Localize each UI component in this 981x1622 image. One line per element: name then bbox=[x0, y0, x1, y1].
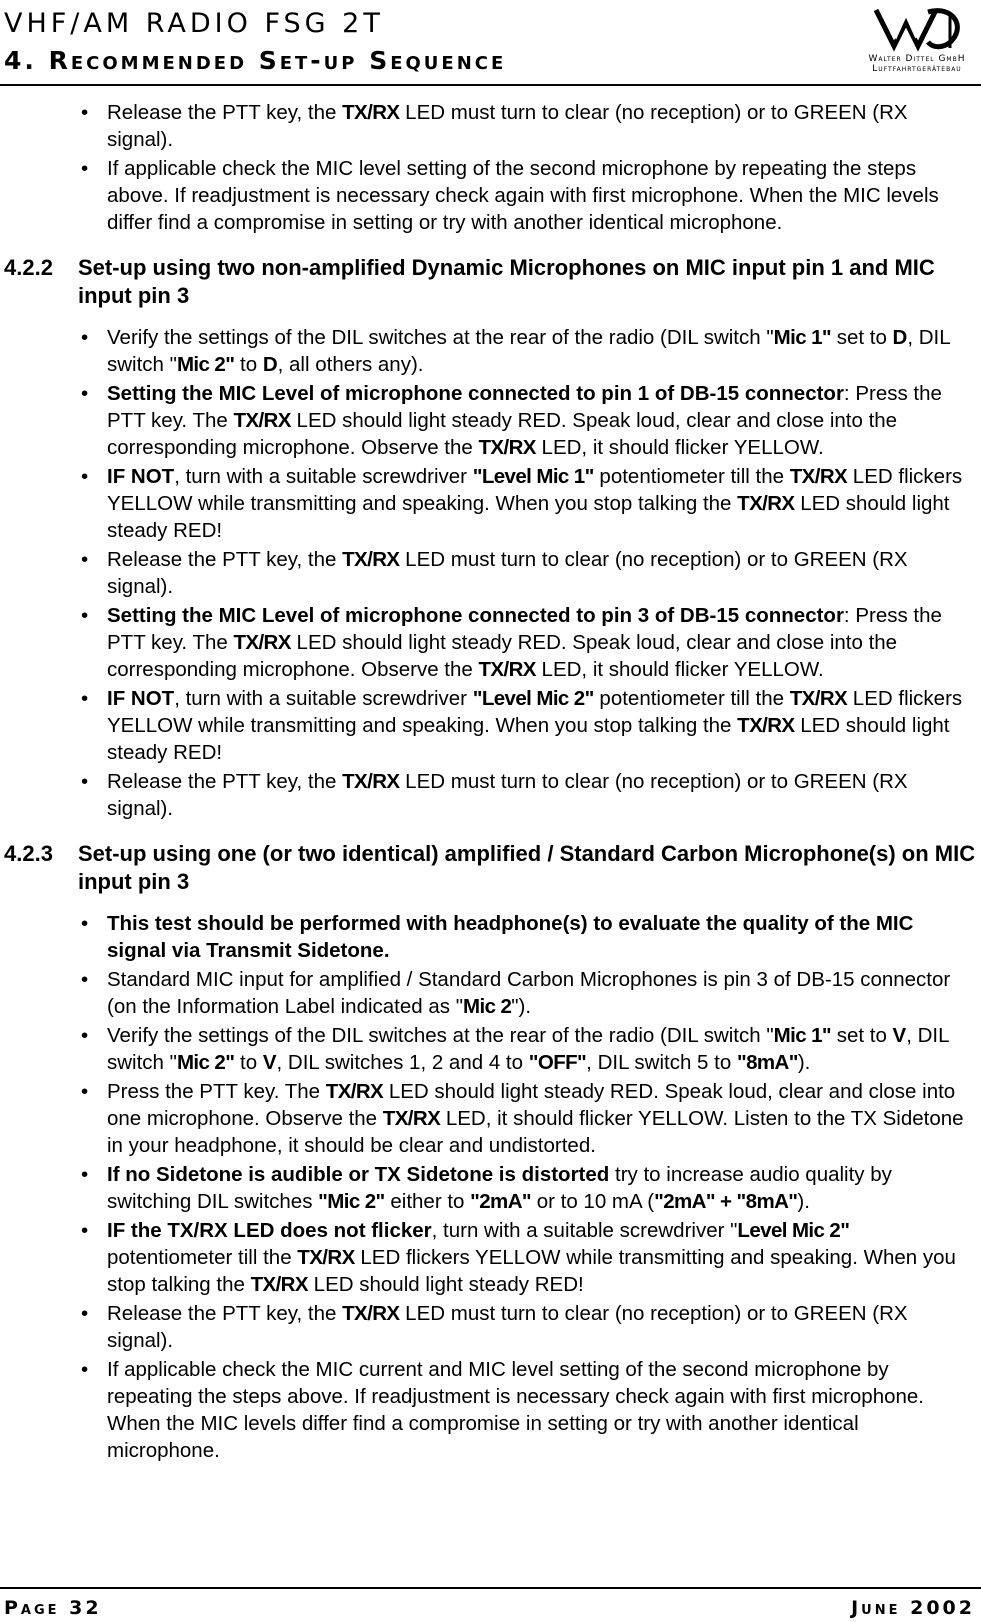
chapter-title: 4. Recommended Set-up Sequence bbox=[4, 46, 507, 75]
list-item: • IF NOT, turn with a suitable screwdriver "Level Mic 1" potentiometer till the TX/RX LED flickers YELLOW while transmitting and speaking. When you stop talking the TX/RX LED should light steady RED! bbox=[0, 463, 981, 544]
logo-company-name: Walter Dittel GmbH bbox=[868, 54, 966, 64]
list-item: • Standard MIC input for amplified / Standard Carbon Microphones is pin 3 of DB-15 connector (on the Information Label indicated as "Mic 2"). bbox=[0, 966, 981, 1020]
page-content bbox=[0, 99, 981, 1466]
list-item: • Verify the settings of the DIL switches at the rear of the radio (DIL switch "Mic 1" set to V, DIL switch "Mic 2" to V, DIL switches 1, 2 and 4 to "OFF", DIL switch 5 to "8mA"). bbox=[0, 1022, 981, 1076]
list-item: • IF NOT, turn with a suitable screwdriver "Level Mic 2" potentiometer till the TX/RX LED flickers YELLOW while transmitting and speaking. When you stop talking the TX/RX LED should light steady RED! bbox=[0, 685, 981, 766]
document-title: VHF/AM RADIO FSG 2T bbox=[4, 8, 384, 39]
page-number: Page 32 bbox=[4, 1597, 102, 1619]
list-item: • IF the TX/RX LED does not flicker, turn with a suitable screwdriver "Level Mic 2" potentiometer till the TX/RX LED flickers YELLOW while transmitting and speaking. When you stop talking the TX/RX LED should light steady RED! bbox=[0, 1217, 981, 1298]
section-number: 4.2.3 bbox=[4, 841, 53, 866]
list-item: • Verify the settings of the DIL switches at the rear of the radio (DIL switch "Mic 1" set to D, DIL switch "Mic 2" to D, all others any). bbox=[0, 324, 981, 378]
page-header bbox=[4, 8, 976, 84]
list-item: • If applicable check the MIC current and MIC level setting of the second microphone by repeating the steps above. If readjustment is necessary check again with first microphone. When the MIC levels differ find a compromise in setting or try with another identical microphone. bbox=[0, 1356, 981, 1464]
footer-rule bbox=[0, 1587, 981, 1589]
logo-mark-icon bbox=[872, 2, 962, 54]
list-item: • Release the PTT key, the TX/RX LED must turn to clear (no reception) or to GREEN (RX signal). bbox=[0, 546, 981, 600]
section-heading-4-2-3 bbox=[0, 840, 981, 896]
logo-company-subtitle: Luftfahrtgerätebau bbox=[872, 64, 962, 74]
header-rule bbox=[0, 84, 981, 86]
list-item: • Setting the MIC Level of microphone connected to pin 1 of DB-15 connector: Press the PTT key. The TX/RX LED should light steady RED. Speak loud, clear and close into the corresponding microphone. Observe the TX/RX LED, it should flicker YELLOW. bbox=[0, 380, 981, 461]
list-item: • Press the PTT key. The TX/RX LED should light steady RED. Speak loud, clear and close into one microphone. Observe the TX/RX LED, it should flicker YELLOW. Listen to the TX Sidetone in your headphone, it should be clear and undistorted. bbox=[0, 1078, 981, 1159]
bullet-list-intro bbox=[0, 99, 981, 236]
section-title: Set-up using one (or two identical) amplified / Standard Carbon Microphone(s) on MIC input pin 3 bbox=[78, 841, 976, 894]
list-item: • This test should be performed with headphone(s) to evaluate the quality of the MIC signal via Transmit Sidetone. bbox=[0, 910, 981, 964]
list-item: • If applicable check the MIC level setting of the second microphone by repeating the steps above. If readjustment is necessary check again with first microphone. When the MIC levels differ find a compromise in setting or try with another identical microphone. bbox=[0, 155, 981, 236]
list-item: • Release the PTT key, the TX/RX LED must turn to clear (no reception) or to GREEN (RX signal). bbox=[0, 768, 981, 822]
list-item: • Release the PTT key, the TX/RX LED must turn to clear (no reception) or to GREEN (RX signal). bbox=[0, 99, 981, 153]
bullet-list-4-2-2 bbox=[0, 324, 981, 822]
document-date: June 2002 bbox=[851, 1597, 975, 1619]
list-item: • If no Sidetone is audible or TX Sidetone is distorted try to increase audio quality by switching DIL switches "Mic 2" either to "2mA" or to 10 mA ("2mA" + "8mA"). bbox=[0, 1161, 981, 1215]
section-title: Set-up using two non-amplified Dynamic Microphones on MIC input pin 1 and MIC input pin 3 bbox=[78, 255, 935, 308]
section-number: 4.2.2 bbox=[4, 255, 53, 280]
section-heading-4-2-2 bbox=[0, 254, 981, 310]
list-item: • Setting the MIC Level of microphone connected to pin 3 of DB-15 connector: Press the PTT key. The TX/RX LED should light steady RED. Speak loud, clear and close into the corresponding microphone. Observe the TX/RX LED, it should flicker YELLOW. bbox=[0, 602, 981, 683]
list-item: • Release the PTT key, the TX/RX LED must turn to clear (no reception) or to GREEN (RX signal). bbox=[0, 1300, 981, 1354]
company-logo bbox=[858, 2, 976, 82]
bullet-list-4-2-3 bbox=[0, 910, 981, 1464]
